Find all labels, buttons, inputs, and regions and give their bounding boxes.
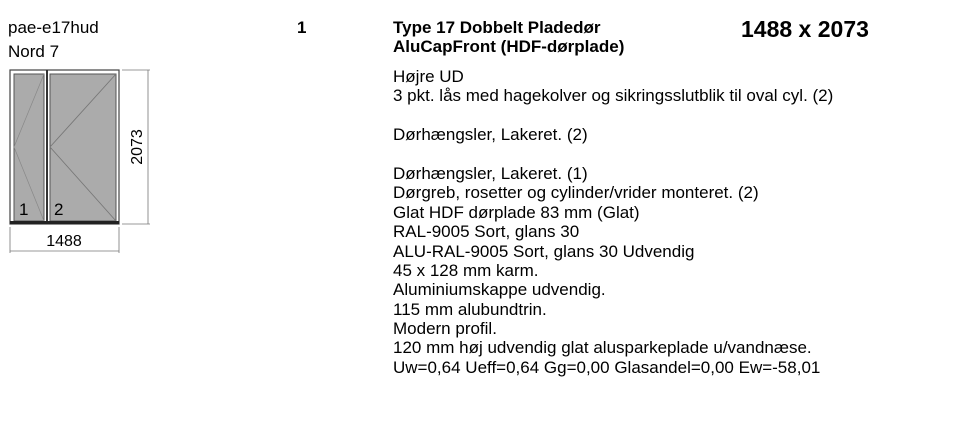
spec-line: RAL-9005 Sort, glans 30 — [393, 222, 580, 242]
spec-line: 115 mm alubundtrin. — [393, 299, 547, 319]
spec-line: Dørgreb, rosetter og cylinder/vrider monteret. (2) — [393, 183, 759, 203]
spec-line: Højre UD — [393, 67, 464, 86]
spec-line — [393, 106, 833, 125]
product-dimensions: 1488 x 2073 — [741, 16, 869, 42]
spec-line: Dørhængsler, Lakeret. (1) — [393, 163, 588, 183]
spec-line — [393, 145, 833, 164]
spec-line: 3 pkt. lås med hagekolver og sikringsslutblik til oval cyl. (2) — [393, 86, 834, 106]
item-code: pae-e17hud — [8, 18, 99, 37]
spec-list — [393, 67, 833, 377]
item-location: Nord 7 — [8, 42, 60, 61]
spec-line: ALU-RAL-9005 Sort, glans 30 Udvendig — [393, 241, 695, 261]
door-leaf-right — [50, 74, 116, 221]
spec-line: Modern profil. — [393, 319, 497, 339]
door-leaf-left — [14, 74, 44, 221]
spec-line: Glat HDF dørplade 83 mm (Glat) — [393, 202, 640, 222]
spec-line: Aluminiumskappe udvendig. — [393, 280, 606, 300]
spec-line: 45 x 128 mm karm. — [393, 260, 539, 280]
item-quantity: 1 — [297, 18, 307, 37]
spec-line: 120 mm høj udvendig glat alusparkeplade u/vandnæse. — [393, 338, 812, 358]
leaf-label-1: 1 — [19, 200, 29, 219]
door-drawing — [0, 60, 160, 260]
threshold — [10, 221, 119, 224]
spec-line: Uw=0,64 Ueff=0,64 Gg=0,00 Glasandel=0,00 Ew=-58,01 — [393, 357, 821, 377]
product-title-line-2: AluCapFront (HDF-dørplade) — [393, 37, 625, 56]
width-label: 1488 — [46, 233, 82, 250]
spec-line: Dørhængsler, Lakeret. (2) — [393, 125, 588, 145]
product-title-line-1: Type 17 Dobbelt Pladedør — [393, 18, 601, 37]
height-label: 2073 — [129, 129, 146, 165]
leaf-label-2: 2 — [54, 200, 64, 219]
